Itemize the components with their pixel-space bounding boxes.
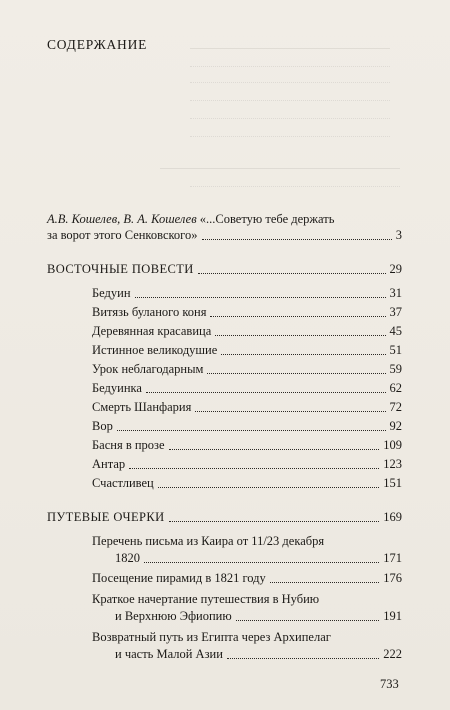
toc-item[interactable]: [92, 476, 402, 491]
bleed-through: [190, 40, 390, 49]
toc-item-label: Урок неблагодарным: [92, 362, 204, 376]
toc-item[interactable]: [115, 647, 402, 662]
toc-item[interactable]: [92, 438, 402, 453]
toc-item[interactable]: [92, 457, 402, 472]
section-title: ПУТЕВЫЕ ОЧЕРКИ: [47, 510, 165, 524]
toc-item-label: Вор: [92, 419, 113, 433]
toc-item[interactable]: [92, 343, 402, 358]
bleed-through: [190, 74, 390, 83]
toc-item-label-line1: Возвратный путь из Египта через Архипелаг: [92, 630, 331, 644]
contents-heading: СОДЕРЖАНИЕ: [47, 37, 148, 52]
bleed-through: [190, 58, 390, 67]
toc-item-page: 72: [389, 400, 402, 414]
dot-leader: [202, 238, 392, 240]
toc-item-label-line2: и часть Малой Азии: [115, 647, 223, 661]
toc-item-page: 191: [383, 609, 402, 623]
toc-item[interactable]: [92, 305, 402, 320]
toc-section-travel-sketches[interactable]: [47, 510, 402, 525]
dot-leader: [221, 353, 385, 355]
toc-item-page: 92: [389, 419, 402, 433]
toc-item-label-line1: Краткое начертание путешествия в Нубию: [92, 592, 320, 606]
intro-title-line1: «...Советую тебе держать: [199, 212, 335, 226]
toc-section-eastern-tales[interactable]: [47, 262, 402, 277]
toc-item-label: Бедуин: [92, 286, 131, 300]
toc-item[interactable]: [115, 551, 402, 566]
section-title: ВОСТОЧНЫЕ ПОВЕСТИ: [47, 262, 194, 276]
dot-leader: [158, 486, 380, 488]
toc-item-page: 123: [383, 457, 402, 471]
toc-item-label: Витязь буланого коня: [92, 305, 207, 319]
dot-leader: [117, 429, 386, 431]
bleed-through: [160, 160, 400, 169]
page-folio-number: 733: [380, 677, 399, 691]
toc-intro-line1[interactable]: [47, 212, 377, 227]
toc-item-label: Посещение пирамид в 1821 году: [92, 571, 266, 585]
toc-item-page: 171: [383, 551, 402, 565]
toc-item-page: 176: [383, 571, 402, 585]
toc-item-page: 222: [383, 647, 402, 661]
dot-leader: [169, 520, 380, 522]
toc-item[interactable]: [92, 381, 402, 396]
toc-item[interactable]: [115, 609, 402, 624]
intro-authors: А.В. Кошелев, В. А. Кошелев: [47, 212, 197, 226]
toc-item-page: 31: [389, 286, 402, 300]
toc-item-label: Басня в прозе: [92, 438, 165, 452]
dot-leader: [146, 391, 386, 393]
section-page-number: 169: [383, 510, 402, 524]
toc-item[interactable]: [92, 362, 402, 377]
toc-item-page: 151: [383, 476, 402, 490]
toc-item[interactable]: [92, 324, 402, 339]
dot-leader: [129, 467, 379, 469]
toc-item[interactable]: [92, 286, 402, 301]
bleed-through: [190, 178, 400, 187]
intro-page-number: 3: [395, 228, 402, 242]
intro-title-line2: за ворот этого Сенковского»: [47, 228, 198, 242]
bleed-through: [190, 92, 390, 101]
dot-leader: [195, 410, 385, 412]
toc-item-label-line2: и Верхнюю Эфиопию: [115, 609, 232, 623]
toc-intro[interactable]: [47, 228, 402, 243]
toc-item[interactable]: [92, 571, 402, 586]
toc-item-label: Истинное великодушие: [92, 343, 218, 357]
toc-item-label: Антар: [92, 457, 126, 471]
toc-item-page: 45: [389, 324, 402, 338]
dot-leader: [198, 272, 386, 274]
toc-item-label-line1: Перечень письма из Каира от 11/23 декабря: [92, 534, 325, 548]
dot-leader: [215, 334, 385, 336]
toc-item-page: 37: [389, 305, 402, 319]
dot-leader: [169, 448, 380, 450]
bleed-through: [190, 110, 390, 119]
toc-item-label-line2: 1820: [115, 551, 140, 565]
dot-leader: [270, 581, 379, 583]
toc-item-label: Деревянная красавица: [92, 324, 212, 338]
toc-item[interactable]: [92, 400, 402, 415]
dot-leader: [227, 657, 379, 659]
dot-leader: [207, 372, 385, 374]
toc-item-page: 62: [389, 381, 402, 395]
toc-item-page: 109: [383, 438, 402, 452]
dot-leader: [210, 315, 385, 317]
dot-leader: [144, 561, 379, 563]
dot-leader: [135, 296, 386, 298]
section-page-number: 29: [389, 262, 402, 276]
dot-leader: [236, 619, 380, 621]
toc-item-label: Счастливец: [92, 476, 154, 490]
toc-item-label: Бедуинка: [92, 381, 142, 395]
bleed-through: [190, 128, 390, 137]
toc-item-page: 59: [389, 362, 402, 376]
toc-item-page: 51: [389, 343, 402, 357]
toc-item[interactable]: [92, 419, 402, 434]
toc-item-label: Смерть Шанфария: [92, 400, 192, 414]
